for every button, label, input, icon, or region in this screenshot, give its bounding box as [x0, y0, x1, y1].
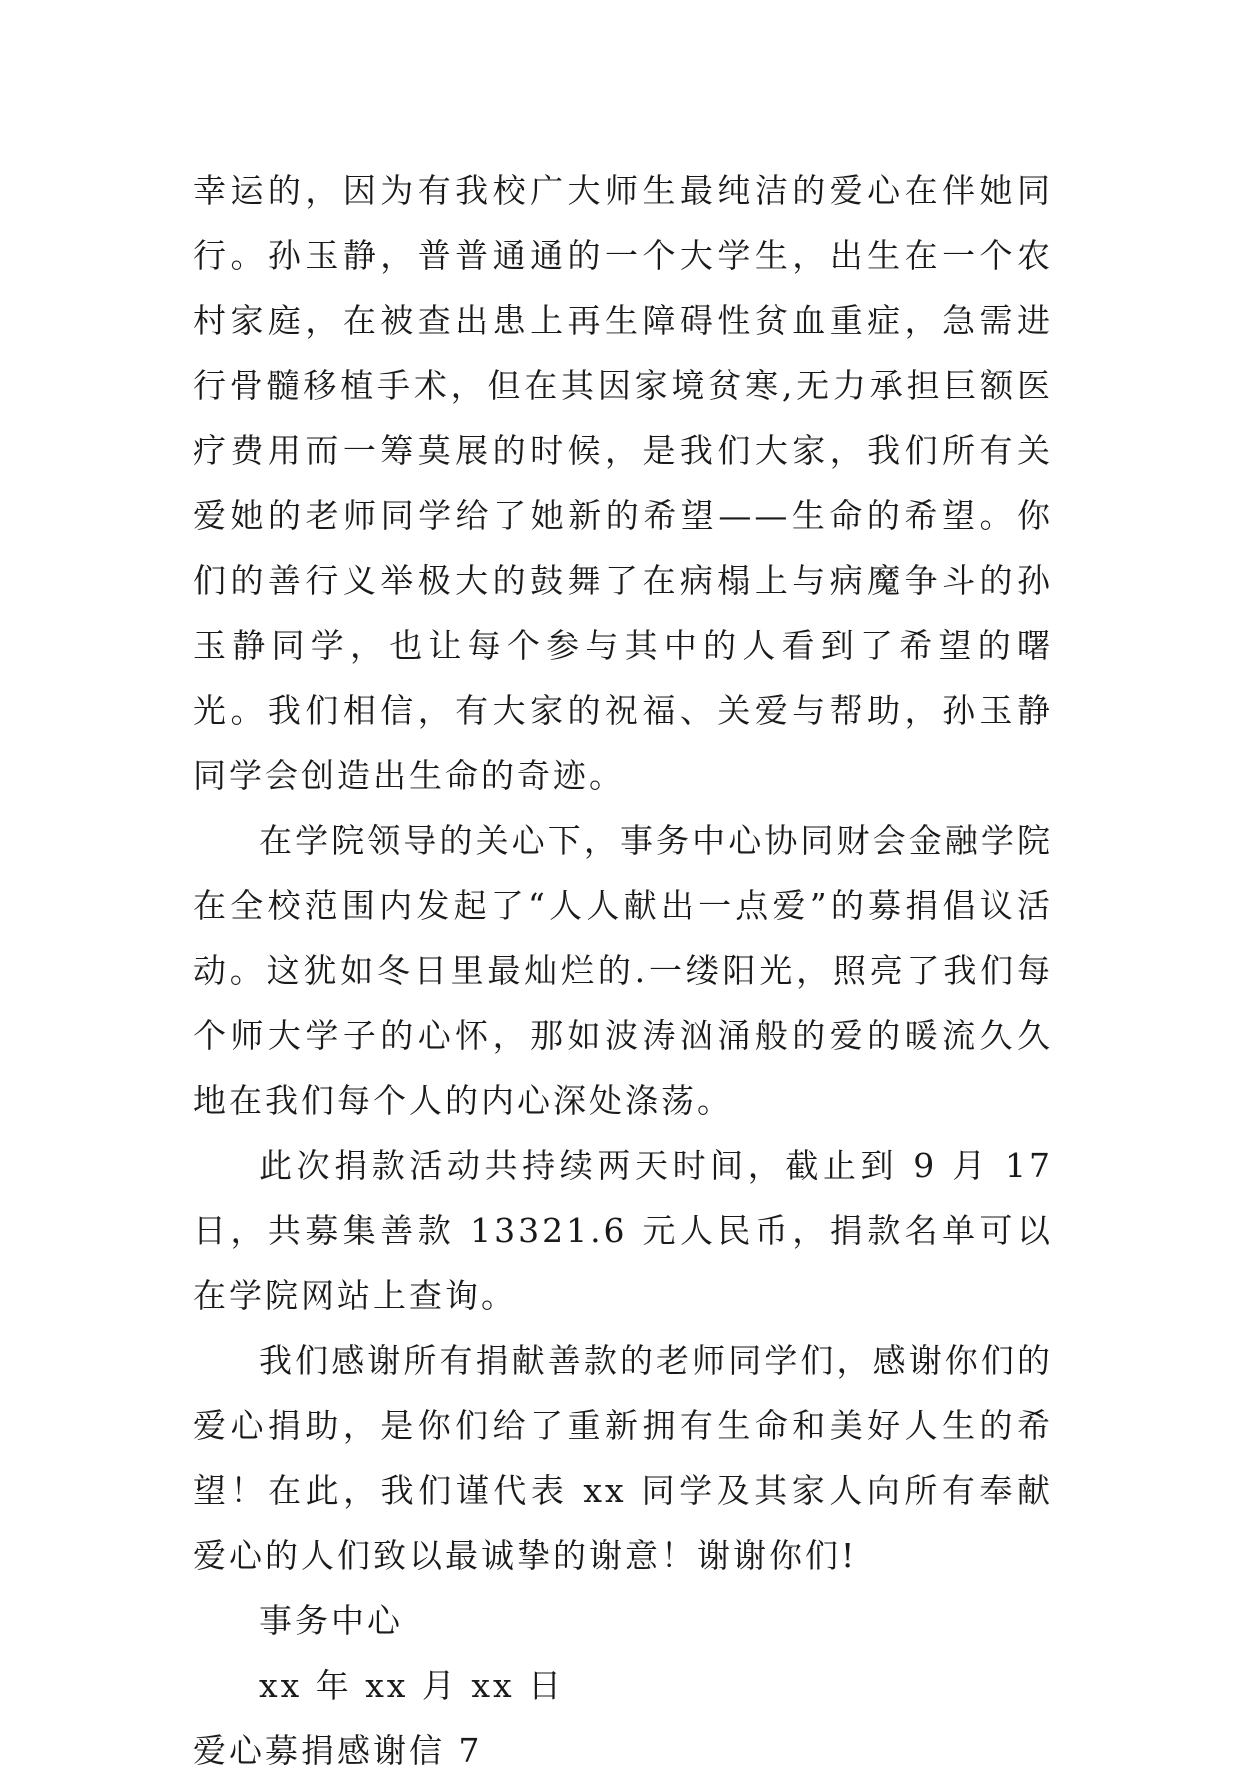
next-letter-title: 爱心募捐感谢信 7 — [193, 1731, 483, 1770]
signature: 事务中心 — [259, 1601, 403, 1640]
date-line: xx 年 xx 月 xx 日 — [259, 1666, 565, 1705]
paragraph-fundraising-initiative: 在学院领导的关心下，事务中心协同财会金融学院在全校范围内发起了“人人献出一点爱”的募捐倡议活动。这犹如冬日里最灿烂的.一缕阳光，照亮了我们每个师大学子的心怀，那如波涛汹涌般的爱的暖流久久地在我们每个人的内心深处涤荡。 — [193, 821, 1053, 1120]
paragraph-continuation: 幸运的，因为有我校广大师生最纯洁的爱心在伴她同行。孙玉静，普普通通的一个大学生，出生在一个农村家庭，在被查出患上再生障碍性贫血重症，急需进行骨髓移植手术，但在其因家境贫寒,无力承担巨额医疗费用而一筹莫展的时候，是我们大家，我们所有关爱她的老师同学给了她新的希望——生命的希望。你们的善行义举极大的鼓舞了在病榻上与病魔争斗的孙玉静同学，也让每个参与其中的人看到了希望的曙光。我们相信，有大家的祝福、关爱与帮助，孙玉静同学会创造出生命的奇迹。 — [193, 171, 1053, 795]
paragraph-donation-total: 此次捐款活动共持续两天时间，截止到 9 月 17 日，共募集善款 13321.6 元人民币，捐款名单可以在学院网站上查询。 — [193, 1146, 1053, 1315]
paragraph-thanks: 我们感谢所有捐献善款的老师同学们，感谢你们的爱心捐助，是你们给了重新拥有生命和美好人生的希望！在此，我们谨代表 xx 同学及其家人向所有奉献爱心的人们致以最诚挚的谢意！谢谢你们! — [193, 1341, 1053, 1575]
document-body — [193, 158, 1053, 1783]
